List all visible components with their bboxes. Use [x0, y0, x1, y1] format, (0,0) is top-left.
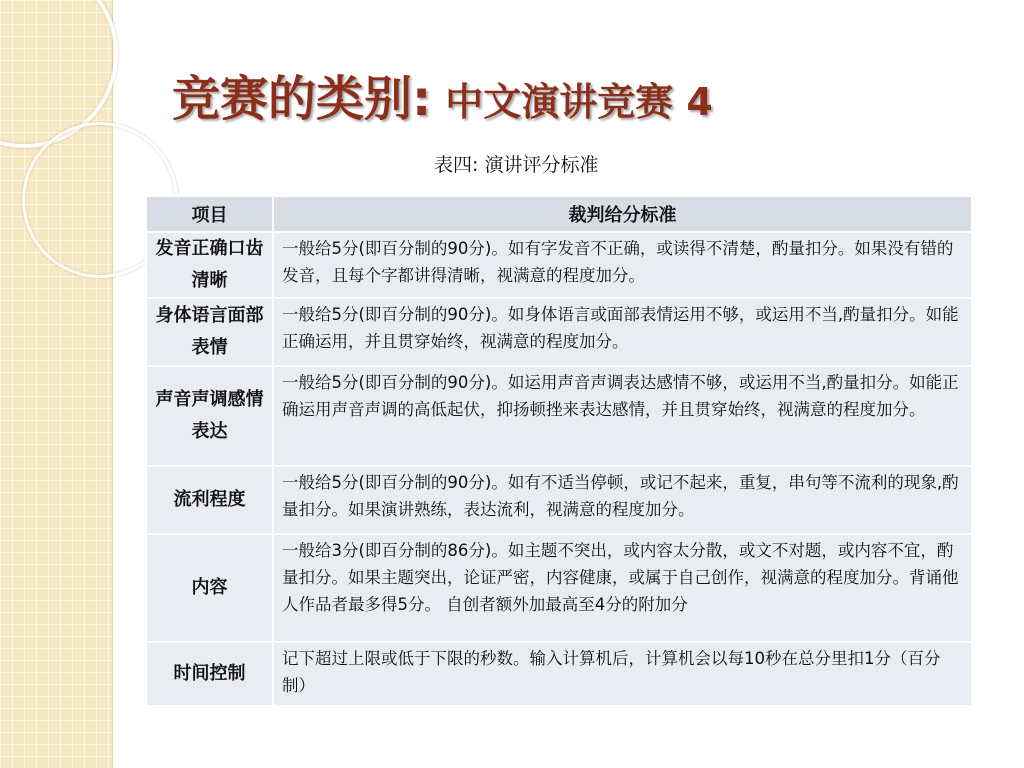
row-criteria: 一般给5分(即百分制的90分)。如运用声音声调表达感情不够，或运用不当,酌量扣分。如能正确运用声音声调的高低起伏，抑扬顿挫来表达感情，并且贯穿始终，视满意的程度加分。: [273, 366, 972, 466]
header-criteria: 裁判给分标准: [273, 196, 972, 232]
row-item: 发音正确口齿清晰: [146, 232, 273, 298]
row-item: 身体语言面部表情: [146, 298, 273, 366]
table-caption: 表四: 演讲评分标准: [434, 154, 599, 176]
table-row: [146, 534, 972, 642]
scoring-table: [145, 195, 973, 707]
row-item: 声音声调感情表达: [146, 366, 273, 466]
row-criteria: 一般给5分(即百分制的90分)。如有字发音不正确，或读得不清楚，酌量扣分。如果没有错的发音，且每个字都讲得清晰，视满意的程度加分。: [273, 232, 972, 298]
title-sub: 中文演讲竞赛 4: [445, 80, 713, 124]
title-main: 竞赛的类别:: [172, 71, 432, 127]
row-item: 流利程度: [146, 466, 273, 534]
slide-title: [172, 60, 713, 129]
table-row: [146, 298, 972, 366]
table-header-row: [146, 196, 972, 232]
table-row: [146, 366, 972, 466]
row-criteria: 一般给5分(即百分制的90分)。如有不适当停顿，或记不起来，重复，串句等不流利的现象,酌量扣分。如果演讲熟练，表达流利，视满意的程度加分。: [273, 466, 972, 534]
row-item: 内容: [146, 534, 273, 642]
header-item: 项目: [146, 196, 273, 232]
table-row: [146, 642, 972, 706]
table-row: [146, 232, 972, 298]
row-criteria: 一般给5分(即百分制的90分)。如身体语言或面部表情运用不够，或运用不当,酌量扣分。如能正确运用，并且贯穿始终，视满意的程度加分。: [273, 298, 972, 366]
row-item: 时间控制: [146, 642, 273, 706]
row-criteria: 一般给3分(即百分制的86分)。如主题不突出，或内容太分散，或文不对题，或内容不宜，酌量扣分。如果主题突出，论证严密，内容健康，或属于自己创作，视满意的程度加分。背诵他人作品者最多得5分。 自创者额外加最高至4分的附加分: [273, 534, 972, 642]
row-criteria: 记下超过上限或低于下限的秒数。输入计算机后，计算机会以每10秒在总分里扣1分（百分制）: [273, 642, 972, 706]
table-row: [146, 466, 972, 534]
